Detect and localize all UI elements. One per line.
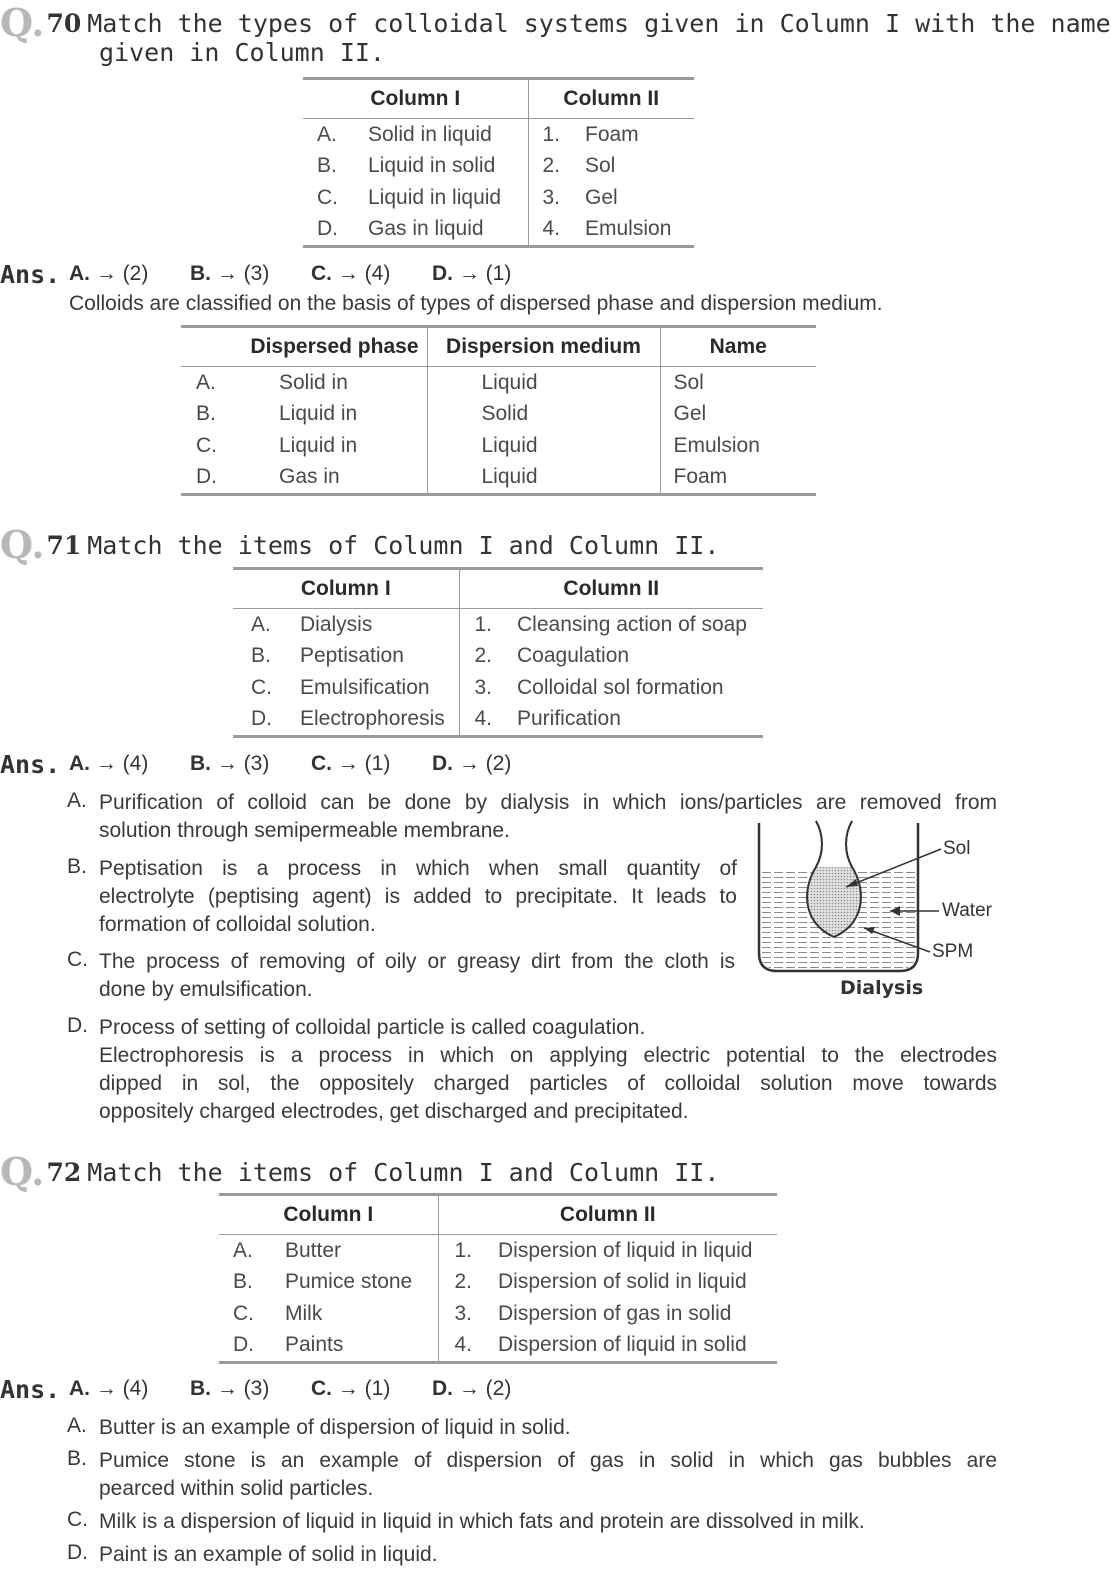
table-row (219, 1267, 777, 1299)
answer-label: Ans. (0, 750, 61, 779)
line: oppositely charged electrodes, get discharged and precipitated. (99, 1100, 689, 1123)
answer-key: B. (190, 752, 211, 775)
answer-key: A. (69, 752, 90, 775)
question-number: 71 (46, 531, 82, 560)
line: Purification of colloid can be done by dialysis in which ions/particles are removed from (99, 791, 997, 814)
column-header: Column II (459, 569, 763, 609)
table-row (233, 641, 763, 673)
point-text-line: Paint is an example of solid in liquid. (99, 1543, 438, 1566)
question-mark-q70: Q. (0, 0, 45, 45)
column-header: Name (660, 327, 816, 367)
row-label: A. (233, 1238, 253, 1262)
cell: Dispersion of liquid in liquid (498, 1238, 753, 1262)
table-row (303, 214, 694, 247)
point-label: B. (67, 1447, 87, 1470)
cell: Solid in (279, 370, 348, 394)
line: Electrophoresis is a process in which on applying electric potential to the electrodes (99, 1044, 997, 1067)
column-header: Column II (438, 1195, 777, 1235)
row-label: D. (219, 1330, 285, 1363)
row-label: D. (233, 704, 300, 737)
point-label: C. (67, 948, 88, 971)
cell: Dispersion of liquid in solid (498, 1330, 777, 1363)
question-text: Match the types of colloidal systems given in Column I with the name (87, 9, 1111, 38)
cell: Gel (585, 185, 618, 209)
answer-value: → (1) (337, 752, 391, 775)
answer-key: A. (69, 262, 90, 285)
row-label: 3. (438, 1298, 498, 1330)
row-label: A. (251, 612, 271, 636)
table-row (303, 151, 694, 183)
question-number: 72 (46, 1158, 82, 1187)
cell: Liquid in (279, 433, 358, 457)
answer-key: C. (311, 262, 332, 285)
row-label: B. (233, 1270, 253, 1294)
point-label: A. (67, 789, 87, 812)
row-label: 2. (528, 151, 585, 183)
line: pearced within solid particles. (99, 1477, 374, 1500)
point-text-line: Milk is a dispersion of liquid in liquid in which fats and protein are dissolved in milk. (99, 1510, 865, 1533)
cell: Foam (585, 122, 639, 146)
point-label: B. (67, 855, 87, 878)
table-row (219, 1330, 777, 1363)
q72-match-table (219, 1193, 777, 1364)
row-label: C. (317, 185, 338, 209)
cell: Gas in liquid (368, 214, 528, 247)
row-label: 4. (528, 214, 585, 247)
cell: Pumice stone (285, 1270, 413, 1294)
answer-key: B. (190, 262, 211, 285)
row-label: B. (251, 644, 271, 668)
cell: Liquid in solid (368, 154, 496, 178)
line: The process of removing of oily or greasy dirt from the cloth is (99, 950, 735, 973)
table-row (181, 462, 816, 495)
column-header: Column I (303, 79, 528, 119)
answer-value: → (3) (216, 752, 270, 775)
row-label: B. (317, 154, 337, 178)
diagram-label-spm: SPM (932, 941, 974, 962)
diagram-caption: Dialysis (840, 977, 924, 999)
cell: Dispersion of solid in liquid (498, 1270, 747, 1294)
answer-value: → (2) (458, 1377, 512, 1400)
answer-value: → (4) (337, 262, 391, 285)
point-text-line (99, 1014, 997, 1126)
row-label: A. (317, 122, 337, 146)
q71-match-table (233, 567, 763, 738)
point-label: D. (67, 1014, 88, 1037)
question-text: Match the items of Column I and Column II. (87, 1158, 720, 1187)
question-mark-q72: Q. (0, 1149, 45, 1194)
cell: Liquid (427, 430, 660, 462)
cell: Solid (427, 399, 660, 431)
table-row (181, 399, 816, 431)
point-label: D. (67, 1541, 88, 1564)
row-label: C. (233, 1301, 254, 1325)
cell: Butter (285, 1238, 342, 1262)
q71-heading (0, 522, 719, 567)
answer-key: B. (190, 1377, 211, 1400)
cell: Foam (660, 462, 816, 495)
line: dipped in sol, the oppositely charged particles of colloidal solution move towards (99, 1072, 997, 1095)
point-text-line (99, 1447, 997, 1503)
answer-value: → (1) (458, 262, 512, 285)
cell: Dispersion of gas in solid (498, 1301, 732, 1325)
row-label: 4. (459, 704, 517, 737)
column-header: Dispersed phase (181, 327, 427, 367)
answer-value: → (3) (216, 1377, 270, 1400)
cell: Liquid in (279, 402, 358, 426)
point-label: A. (67, 1414, 87, 1437)
cell: Coagulation (517, 644, 630, 668)
diagram-label-sol: Sol (943, 838, 971, 859)
row-label: 3. (528, 182, 585, 214)
table-row (233, 672, 763, 704)
point-text-line: Butter is an example of dispersion of liquid in solid. (99, 1416, 571, 1439)
column-header: Column I (233, 569, 459, 609)
answer-value: → (2) (458, 752, 512, 775)
answer-key: D. (432, 262, 453, 285)
line: solution through semipermeable membrane. (99, 819, 510, 842)
line: formation of colloidal solution. (99, 913, 376, 936)
answer-mapping (69, 1377, 553, 1401)
point-text-line (99, 855, 737, 939)
answer-value: → (1) (337, 1377, 391, 1400)
answer-key: C. (311, 1377, 332, 1400)
table-row (181, 367, 816, 399)
question-text-continued: given in Column II. (99, 38, 385, 67)
table-row (233, 704, 763, 737)
q70-match-table (303, 77, 694, 248)
cell: Paints (285, 1330, 438, 1363)
question-mark-q71: Q. (0, 522, 45, 567)
table-row (219, 1298, 777, 1330)
cell: Solid in liquid (368, 122, 492, 146)
cell: Peptisation (300, 644, 404, 668)
table-row (181, 430, 816, 462)
answer-label: Ans. (0, 1375, 61, 1404)
line: electrolyte (peptising agent) is added to precipitate. It leads to (99, 885, 737, 908)
row-label: 1. (528, 119, 585, 151)
question-text: Match the items of Column I and Column II. (87, 531, 720, 560)
diagram-label-water: Water (942, 900, 992, 921)
answer-mapping (69, 262, 553, 286)
line: Peptisation is a process in which when small quantity of (99, 857, 737, 880)
cell: Liquid in liquid (368, 185, 502, 209)
cell: Gel (660, 399, 816, 431)
cell: Liquid (427, 367, 660, 399)
table-row (303, 182, 694, 214)
column-header: Column II (528, 79, 694, 119)
row-label: 3. (459, 672, 517, 704)
row-label: 1. (459, 609, 517, 641)
answer-value: → (4) (95, 1377, 149, 1400)
cell: Colloidal sol formation (517, 675, 724, 699)
row-label: C. (196, 433, 217, 457)
line: Pumice stone is an example of dispersion of gas in solid in which gas bubbles are (99, 1449, 997, 1472)
table-row (219, 1235, 777, 1267)
row-label: 4. (438, 1330, 498, 1363)
q70-classification-table (181, 325, 816, 496)
table-row (303, 119, 694, 151)
row-label: 1. (438, 1235, 498, 1267)
answer-value: → (2) (95, 262, 149, 285)
answer-key: C. (311, 752, 332, 775)
cell: Cleansing action of soap (517, 612, 747, 636)
row-label: 2. (459, 641, 517, 673)
cell: Emulsion (585, 214, 694, 247)
row-label: A. (196, 370, 216, 394)
cell: Emulsion (660, 430, 816, 462)
cell: Sol (585, 154, 616, 178)
cell: Emulsification (300, 675, 430, 699)
point-text-line (99, 948, 735, 1004)
line: Process of setting of colloidal particle is called coagulation. (99, 1016, 646, 1039)
q72-heading (0, 1149, 719, 1194)
row-label: D. (303, 214, 368, 247)
column-header: Dispersion medium (427, 327, 660, 367)
answer-value: → (3) (216, 262, 270, 285)
cell: Dialysis (300, 612, 373, 636)
row-label: D. (181, 462, 279, 495)
row-label: B. (196, 402, 216, 426)
cell: Liquid (427, 462, 660, 495)
answer-mapping (69, 752, 553, 776)
row-label: C. (251, 675, 272, 699)
answer-key: A. (69, 1377, 90, 1400)
answer-key: D. (432, 752, 453, 775)
row-label: 2. (438, 1267, 498, 1299)
cell: Sol (660, 367, 816, 399)
cell: Milk (285, 1301, 323, 1325)
explanation-text: Colloids are classified on the basis of types of dispersed phase and dispersion medium. (69, 292, 883, 315)
question-number: 70 (46, 9, 82, 38)
answer-label: Ans. (0, 260, 61, 289)
answer-value: → (4) (95, 752, 149, 775)
line: done by emulsification. (99, 978, 313, 1001)
cell: Electrophoresis (300, 704, 459, 737)
cell: Purification (517, 704, 763, 737)
column-header: Column I (219, 1195, 438, 1235)
answer-key: D. (432, 1377, 453, 1400)
point-label: C. (67, 1508, 88, 1531)
table-row (233, 609, 763, 641)
cell: Gas in (279, 462, 427, 495)
